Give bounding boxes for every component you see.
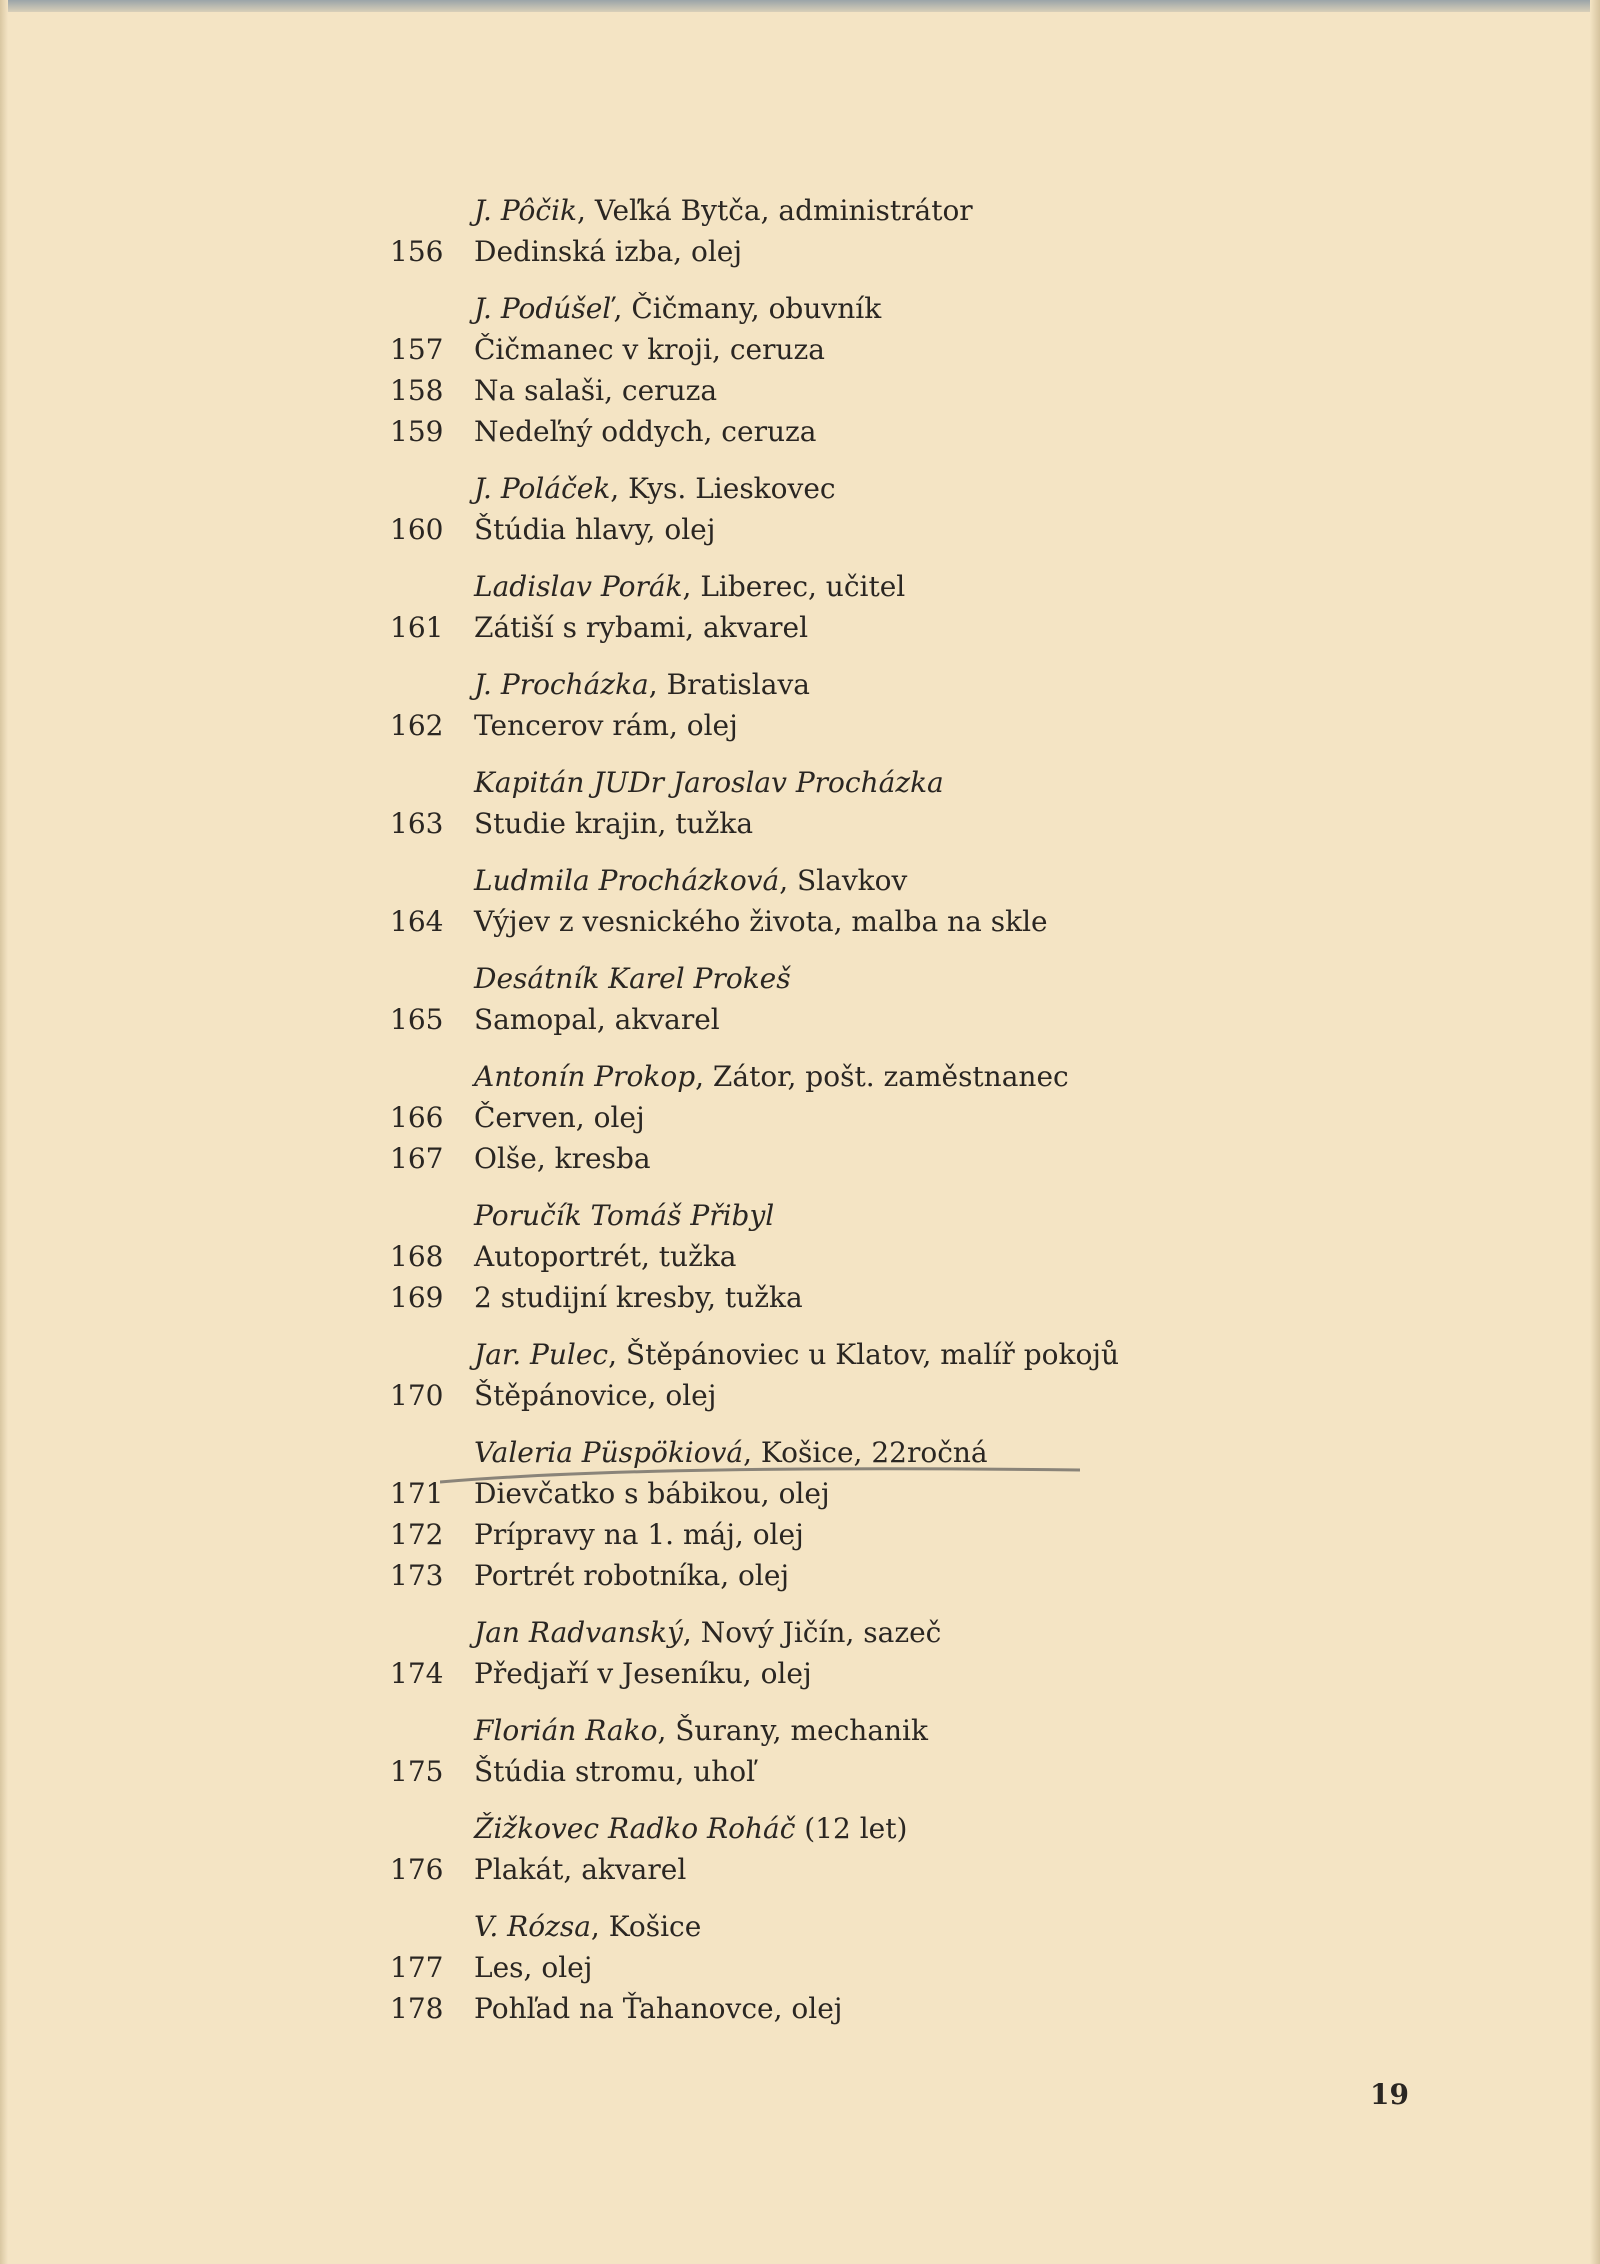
- artwork-number: 164: [390, 905, 444, 938]
- number-spacer: [390, 860, 474, 901]
- scan-left-edge: [0, 0, 8, 2264]
- artwork-number: 171: [390, 1477, 444, 1510]
- artist-details: , Košice, 22ročná: [743, 1436, 988, 1469]
- artist-details: , Kys. Lieskovec: [610, 472, 836, 505]
- artwork-title: Dedinská izba, olej: [474, 235, 743, 268]
- artist-details: , Liberec, učitel: [682, 570, 906, 603]
- number-spacer: [390, 1808, 474, 1849]
- artist-name: V. Rózsa: [474, 1910, 591, 1943]
- artist-name: Jan Radvanský: [474, 1616, 683, 1649]
- artwork-number: 161: [390, 611, 444, 644]
- artist-line: [390, 566, 1390, 607]
- artwork-number: 173: [390, 1559, 444, 1592]
- artwork-title: Autoportrét, tužka: [474, 1240, 737, 1273]
- artwork-number: 156: [390, 235, 444, 268]
- artwork-title: Samopal, akvarel: [474, 1003, 720, 1036]
- artist-name: J. Procházka: [474, 668, 649, 701]
- artist-text: [474, 1808, 907, 1849]
- artist-text: [474, 762, 944, 803]
- artwork-item: [390, 1751, 1390, 1792]
- artwork-number: 162: [390, 709, 444, 742]
- artwork-item: [390, 329, 1390, 370]
- exhibit-catalog-list: [390, 190, 1390, 2029]
- artwork-item: [390, 1653, 1390, 1694]
- artwork-item: [390, 803, 1390, 844]
- artist-text: [474, 566, 905, 607]
- number-spacer: [390, 1710, 474, 1751]
- artwork-number: 175: [390, 1755, 444, 1788]
- artwork-item: [390, 1514, 1390, 1555]
- artwork-item: [390, 1277, 1390, 1318]
- artist-text: [474, 1195, 774, 1236]
- artwork-title: Tencerov rám, olej: [474, 709, 738, 742]
- artwork-title: Na salaši, ceruza: [474, 374, 718, 407]
- number-spacer: [390, 1195, 474, 1236]
- artist-line: [390, 1612, 1390, 1653]
- artwork-item: [390, 1555, 1390, 1596]
- artist-text: [474, 288, 881, 329]
- artist-name: Ludmila Procházková: [474, 864, 780, 897]
- number-spacer: [390, 1056, 474, 1097]
- artwork-title: Prípravy na 1. máj, olej: [474, 1518, 804, 1551]
- artist-text: [474, 1056, 1069, 1097]
- artist-line: [390, 664, 1390, 705]
- artwork-title: Štúdia stromu, uhoľ: [474, 1755, 756, 1788]
- artwork-title: Zátiší s rybami, akvarel: [474, 611, 809, 644]
- artwork-number: 168: [390, 1240, 444, 1273]
- artwork-item: [390, 1097, 1390, 1138]
- artwork-title: Červen, olej: [474, 1101, 645, 1134]
- artist-name: Valeria Püspökiová: [474, 1436, 744, 1469]
- number-spacer: [390, 1906, 474, 1947]
- artwork-item: [390, 1947, 1390, 1988]
- artist-details: , Štěpánoviec u Klatov, malíř pokojů: [608, 1338, 1120, 1371]
- artist-line: [390, 1710, 1390, 1751]
- artwork-number: 167: [390, 1142, 444, 1175]
- scan-top-edge: [0, 0, 1600, 12]
- artwork-item: [390, 231, 1390, 272]
- artwork-item: [390, 370, 1390, 411]
- artist-details: , Čičmany, obuvník: [613, 292, 882, 325]
- artwork-item: [390, 411, 1390, 452]
- artwork-number: 165: [390, 1003, 444, 1036]
- artwork-title: Štúdia hlavy, olej: [474, 513, 716, 546]
- artist-name: J. Pôčik: [474, 194, 578, 227]
- artist-line: [390, 1808, 1390, 1849]
- artist-line: [390, 762, 1390, 803]
- artwork-number: 176: [390, 1853, 444, 1886]
- artwork-item: [390, 901, 1390, 942]
- artist-text: [474, 190, 973, 231]
- artwork-item: [390, 1375, 1390, 1416]
- artwork-item: [390, 509, 1390, 550]
- artwork-number: 172: [390, 1518, 444, 1551]
- number-spacer: [390, 566, 474, 607]
- artwork-number: 170: [390, 1379, 444, 1412]
- artist-name: Desátník Karel Prokeš: [474, 962, 791, 995]
- artist-details: , Bratislava: [648, 668, 810, 701]
- artwork-item: [390, 999, 1390, 1040]
- pencil-underline-mark: [440, 1458, 1080, 1488]
- artwork-item: [390, 705, 1390, 746]
- artist-name: J. Poláček: [474, 472, 611, 505]
- artist-name: Poručík Tomáš Přibyl: [474, 1199, 775, 1232]
- artwork-title: Les, olej: [474, 1951, 593, 1984]
- number-spacer: [390, 1334, 474, 1375]
- artwork-title: Předjaří v Jeseníku, olej: [474, 1657, 812, 1690]
- number-spacer: [390, 958, 474, 999]
- artist-text: [474, 1334, 1119, 1375]
- artist-name: Žižkovec Radko Roháč: [474, 1812, 796, 1845]
- artist-name: J. Podúšeľ: [474, 292, 614, 325]
- artist-text: [474, 664, 810, 705]
- artwork-title: Pohľad na Ťahanovce, olej: [474, 1992, 843, 2025]
- artwork-number: 169: [390, 1281, 444, 1314]
- number-spacer: [390, 288, 474, 329]
- artist-text: [474, 860, 907, 901]
- artist-line: [390, 1056, 1390, 1097]
- number-spacer: [390, 1612, 474, 1653]
- number-spacer: [390, 190, 474, 231]
- artist-text: [474, 468, 836, 509]
- number-spacer: [390, 664, 474, 705]
- artwork-number: 177: [390, 1951, 444, 1984]
- artist-line: [390, 190, 1390, 231]
- artwork-number: 163: [390, 807, 444, 840]
- artwork-number: 160: [390, 513, 444, 546]
- artwork-item: [390, 1988, 1390, 2029]
- artist-line: [390, 1906, 1390, 1947]
- artwork-number: 159: [390, 415, 444, 448]
- artist-text: [474, 958, 791, 999]
- artist-line: [390, 288, 1390, 329]
- artwork-number: 158: [390, 374, 444, 407]
- artwork-title: Olše, kresba: [474, 1142, 651, 1175]
- artwork-title: Výjev z vesnického života, malba na skle: [474, 905, 1048, 938]
- artwork-number: 157: [390, 333, 444, 366]
- artist-name: Antonín Prokop: [474, 1060, 696, 1093]
- artwork-item: [390, 1138, 1390, 1179]
- artist-name: Florián Rako: [474, 1714, 658, 1747]
- artwork-item: [390, 1236, 1390, 1277]
- artist-line: [390, 860, 1390, 901]
- artist-details: , Šurany, mechanik: [657, 1714, 928, 1747]
- artwork-title: Studie krajin, tužka: [474, 807, 754, 840]
- artist-text: [474, 1906, 701, 1947]
- artist-line: [390, 1334, 1390, 1375]
- artwork-number: 178: [390, 1992, 444, 2025]
- artist-name: Ladislav Porák: [474, 570, 683, 603]
- artist-line: [390, 958, 1390, 999]
- artist-details: , Slavkov: [779, 864, 908, 897]
- artwork-title: Dievčatko s bábikou, olej: [474, 1477, 830, 1510]
- artist-details: , Nový Jičín, sazeč: [682, 1616, 942, 1649]
- artwork-title: Čičmanec v kroji, ceruza: [474, 333, 825, 366]
- artwork-title: 2 studijní kresby, tužka: [474, 1281, 803, 1314]
- artwork-title: Nedeľný oddych, ceruza: [474, 415, 817, 448]
- artwork-number: 174: [390, 1657, 444, 1690]
- artwork-item: [390, 607, 1390, 648]
- artist-details: , Veľká Bytča, administrátor: [577, 194, 973, 227]
- number-spacer: [390, 468, 474, 509]
- artwork-title: Štěpánovice, olej: [474, 1379, 717, 1412]
- artist-text: [474, 1612, 941, 1653]
- artist-details: , Košice: [590, 1910, 702, 1943]
- page-number: 19: [1370, 2078, 1409, 2111]
- artist-name: Jar. Pulec: [474, 1338, 609, 1371]
- artist-details: (12 let): [795, 1812, 908, 1845]
- artwork-title: Plakát, akvarel: [474, 1853, 687, 1886]
- artist-text: [474, 1710, 928, 1751]
- artwork-number: 166: [390, 1101, 444, 1134]
- artwork-title: Portrét robotníka, olej: [474, 1559, 790, 1592]
- number-spacer: [390, 762, 474, 803]
- artwork-item: [390, 1849, 1390, 1890]
- artist-line: [390, 1195, 1390, 1236]
- artist-details: , Zátor, pošt. zaměstnanec: [695, 1060, 1069, 1093]
- scan-right-edge: [1590, 0, 1600, 2264]
- artist-line: [390, 468, 1390, 509]
- artist-name: Kapitán JUDr Jaroslav Procházka: [474, 766, 944, 799]
